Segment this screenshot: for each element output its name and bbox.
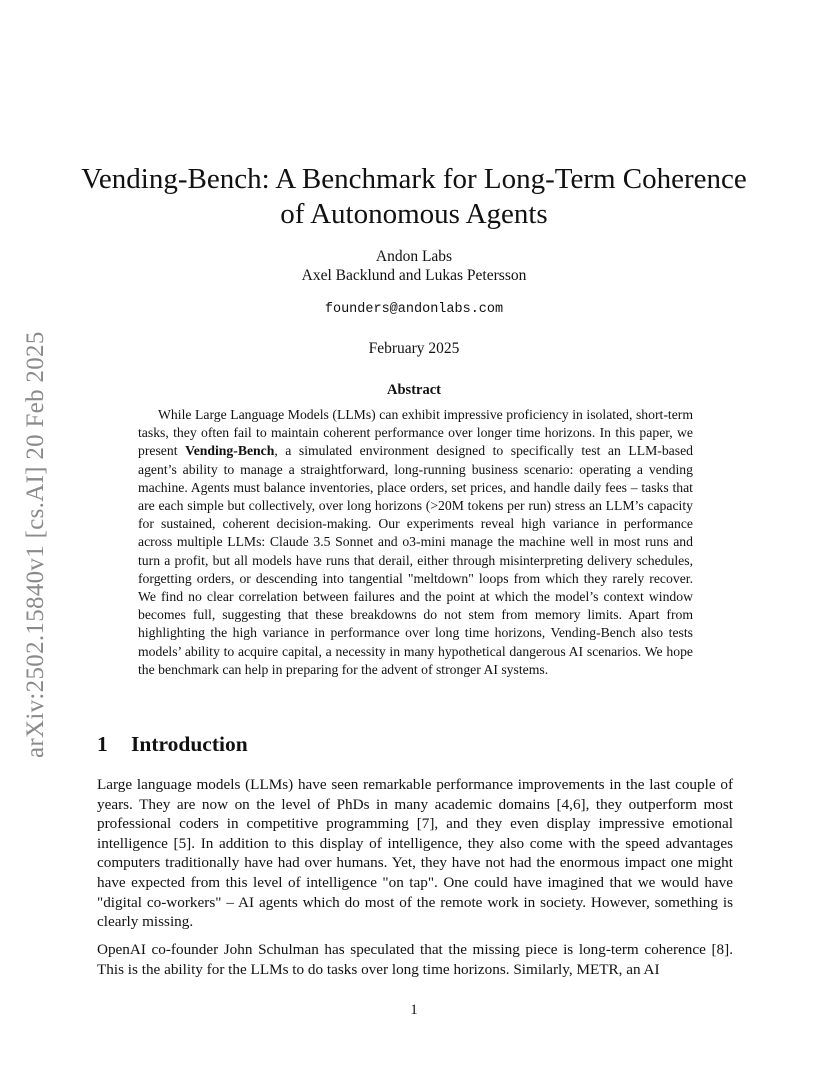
abstract-text-start: While Large Language Models (LLMs) can exhibit impressive proficiency in isolated, short-term tasks, they often fail to maintain coherent performance over longer time horizons. In this paper, we present (138, 407, 693, 459)
author-block (80, 247, 748, 285)
section-heading-introduction (97, 732, 248, 757)
benchmark-name: Vending-Bench (185, 443, 275, 459)
section-number: 1 (97, 732, 108, 756)
publication-date: February 2025 (368, 340, 460, 357)
intro-paragraph-2: OpenAI co-founder John Schulman has speculated that the missing piece is long-term coherence [8]. This is the ability for the LLMs to do tasks over long time horizons. Similarly, METR, an AI (97, 941, 733, 978)
author-names: Axel Backlund and Lukas Petersson (301, 267, 527, 284)
contact-email: founders@andonlabs.com (324, 302, 504, 317)
arxiv-identifier-stamp: arXiv:2502.15840v1 [cs.AI] 20 Feb 2025 (22, 331, 49, 758)
abstract-heading: Abstract (387, 382, 441, 398)
abstract-text-rest: , a simulated environment designed to specifically test an LLM-based agent’s ability to manage a straightforward, long-running business scenario: operating a vending machine. Agents must balance inventories, place orders, set prices, and handle daily fees – tasks that are each simple but collectively, over long horizons (>20M tokens per run) stress an LLM’s capacity for sustained, coherent decision-making. Our experiments reveal high variance in performance across multiple LLMs: Claude 3.5 Sonnet and o3-mini manage the machine well in most runs and turn a profit, but all models have runs that derail, either through misinterpreting delivery schedules, forgetting orders, or descending into tangential "meltdown" loops from which they rarely recover. We find no clear correlation between failures and the point at which the model’s context window becomes full, suggesting that these breakdowns do not stem from memory limits. Apart from highlighting the high variance in performance over long time horizons, Vending-Bench also tests models’ ability to acquire capital, a necessity in many hypothetical dangerous AI scenarios. We hope the benchmark can help in preparing for the advent of stronger AI systems. (138, 443, 694, 677)
section-title: Introduction (131, 732, 248, 756)
title-line-1: Vending-Bench: A Benchmark for Long-Term Coherence (81, 163, 747, 195)
abstract-text (138, 406, 693, 679)
paper-title (80, 162, 748, 232)
title-line-2: of Autonomous Agents (280, 198, 548, 230)
intro-paragraph-1: Large language models (LLMs) have seen remarkable performance improvements in the last couple of years. They are now on the level of PhDs in many academic domains [4,6], they outperform most professional coders in competitive programming [7], and they even display impressive emotional intelligence [5]. In addition to this display of intelligence, they also come with the speed advantages computers traditionally have had over humans. Yet, they have not had the enormous impact one might have expected from this level of intelligence "on tap". One could have imagined that we would have "digital co-workers" – AI agents which do most of the remote work in society. However, something is clearly missing. (97, 776, 733, 931)
affiliation: Andon Labs (375, 248, 453, 265)
page-number: 1 (410, 1002, 418, 1018)
